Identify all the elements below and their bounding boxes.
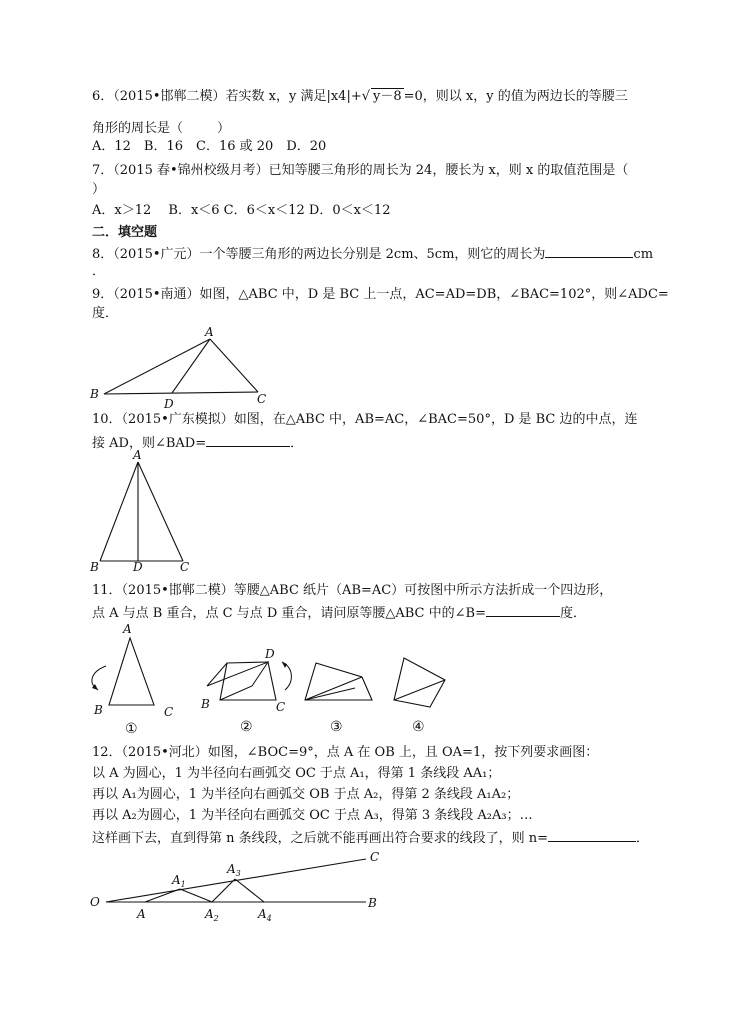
q10-side-ac — [138, 462, 183, 561]
q12-label-b: B — [368, 896, 377, 910]
q12-text: 这样画下去，直到得第 n 条线段，之后就不能再画出符合要求的线段了，则 n= — [92, 831, 549, 846]
q11-text: 点 A 与点 B 重合，点 C 与点 D 重合，请问原等腰△ABC 中的∠B= — [92, 606, 486, 621]
q11-quad-2 — [220, 662, 276, 700]
q9-label-c: C — [257, 392, 267, 406]
q10-line1: 10．（2015•广东模拟）如图，在△ABC 中，AB=AC，∠BAC=50°，D 是 BC 边的中点，连 — [92, 412, 638, 427]
q10-figure — [0, 448, 737, 573]
q11-step-2: ② — [240, 719, 253, 735]
q11-label-c1: C — [164, 705, 174, 719]
q10-label-d: D — [133, 560, 143, 574]
q6-text-a: 6．（2015•邯郸二模）若实数 x，y 满足|x4|+ — [92, 89, 362, 104]
q12-figure — [0, 848, 737, 928]
q11-label-a: A — [123, 622, 132, 636]
q11-label-c2: C — [276, 700, 286, 714]
q12-label-o: O — [90, 895, 100, 909]
q9-segment-ad — [172, 339, 210, 393]
q9-label-a: A — [205, 325, 214, 339]
q6-line2-text: 角形的周长是（ — [92, 121, 184, 136]
q12-seg-aa1 — [145, 889, 180, 902]
q8-text: 8．（2015•广元）一个等腰三角形的两边长分别是 2cm、5cm，则它的周长为 — [92, 247, 546, 262]
q12-label-a: A — [137, 907, 146, 921]
q8-unit: cm — [633, 247, 654, 262]
q8-line2: ． — [92, 264, 106, 279]
q6-options: A．12 B．16 C．16 或 20 D．20 — [92, 139, 327, 154]
q12-ray-oc — [106, 859, 366, 902]
q10-text: 接 AD，则∠BAD= — [92, 436, 207, 451]
q12-label-c: C — [370, 850, 380, 864]
q11-step-4: ④ — [412, 719, 425, 735]
q8-line1 — [92, 245, 653, 263]
q10-label-b: B — [90, 560, 99, 574]
q11-figure — [0, 620, 737, 745]
q11-end: 度． — [559, 606, 586, 621]
q7-options: A．x＞12 B．x＜6 C．6＜x＜12 D．0＜x＜12 — [92, 203, 391, 218]
q12-label-a4: $A_4$ — [258, 907, 272, 923]
q6-line1 — [92, 88, 628, 105]
q9-label-b: B — [90, 387, 99, 401]
q11-step-3: ③ — [330, 719, 343, 735]
q6-line2 — [92, 121, 230, 137]
q11-shape-3 — [305, 663, 372, 700]
q9-line2: 度． — [92, 306, 119, 321]
q8-answer-blank[interactable] — [545, 245, 633, 258]
q11-crease-4 — [394, 680, 445, 700]
q12-label-a1: $A_1$ — [172, 873, 186, 889]
q12-seg-a1a2 — [180, 889, 212, 902]
q6-line2-close: ） — [217, 121, 231, 136]
q10-label-a: A — [133, 448, 142, 462]
q9-figure — [0, 322, 737, 411]
q12-label-a2: $A_2$ — [205, 907, 219, 923]
q9-side-ac — [210, 339, 258, 392]
q12-line4: 再以 A₂为圆心，1 为半径向右画弧交 OC 于点 A₃，得第 3 条线段 A₂A₃；… — [92, 808, 533, 823]
q7-line2: ） — [92, 182, 106, 197]
q12-line3: 再以 A₁为圆心，1 为半径向右画弧交 OB 于点 A₂，得第 2 条线段 A₁A₂； — [92, 787, 520, 802]
q11-triangle-1 — [109, 638, 154, 705]
q12-line2: 以 A 为圆心，1 为半径向右画弧交 OC 于点 A₁，得第 1 条线段 AA₁； — [92, 766, 501, 781]
q7-line1: 7．（2015 春•锦州校级月考）已知等腰三角形的周长为 24，腰长为 x，则 x 的取值范围是（ — [92, 163, 629, 178]
q9-line1 — [92, 287, 669, 303]
q9-side-bc — [104, 392, 258, 394]
q12-answer-blank[interactable] — [548, 829, 636, 842]
q11-flap-2 — [207, 662, 268, 700]
q6-sqrt-expr: y－8 — [373, 89, 402, 104]
q10-end: ． — [290, 436, 304, 451]
q12-label-a3: $A_3$ — [227, 862, 241, 878]
q11-step-1: ① — [125, 721, 138, 737]
q12-line5 — [92, 829, 649, 847]
q12-line1: 12．（2015•河北）如图，∠BOC=9°，点 A 在 OB 上，且 OA=1，按下列要求画图： — [92, 745, 599, 760]
q11-line1: 11．（2015•邯郸二模）等腰△ABC 纸片（AB=AC）可按图中所示方法折成一个四边形， — [92, 583, 613, 598]
q6-text-b: =0，则以 x，y 的值为两边长的等腰三 — [403, 89, 628, 104]
q11-label-b1: B — [94, 703, 103, 717]
section-title: 二．填空题 — [92, 225, 158, 240]
q9-text: 9．（2015•南通）如图，△ABC 中，D 是 BC 上一点，AC=AD=DB，∠BAC=102°，则∠ADC= — [92, 287, 669, 302]
q9-label-d: D — [164, 397, 174, 411]
q12-end: ． — [636, 831, 650, 846]
q11-label-d: D — [265, 647, 275, 661]
q10-label-c: C — [180, 560, 190, 574]
q11-answer-blank[interactable] — [486, 604, 560, 617]
q11-fold-arrow-2 — [282, 662, 291, 690]
sqrt-sign: √ — [361, 89, 371, 104]
q12-seg-a3a4 — [235, 879, 264, 902]
q10-side-ab — [100, 462, 138, 561]
q11-label-b2: B — [201, 697, 210, 711]
q9-side-ab — [104, 339, 210, 394]
q10-answer-blank[interactable] — [206, 434, 290, 447]
